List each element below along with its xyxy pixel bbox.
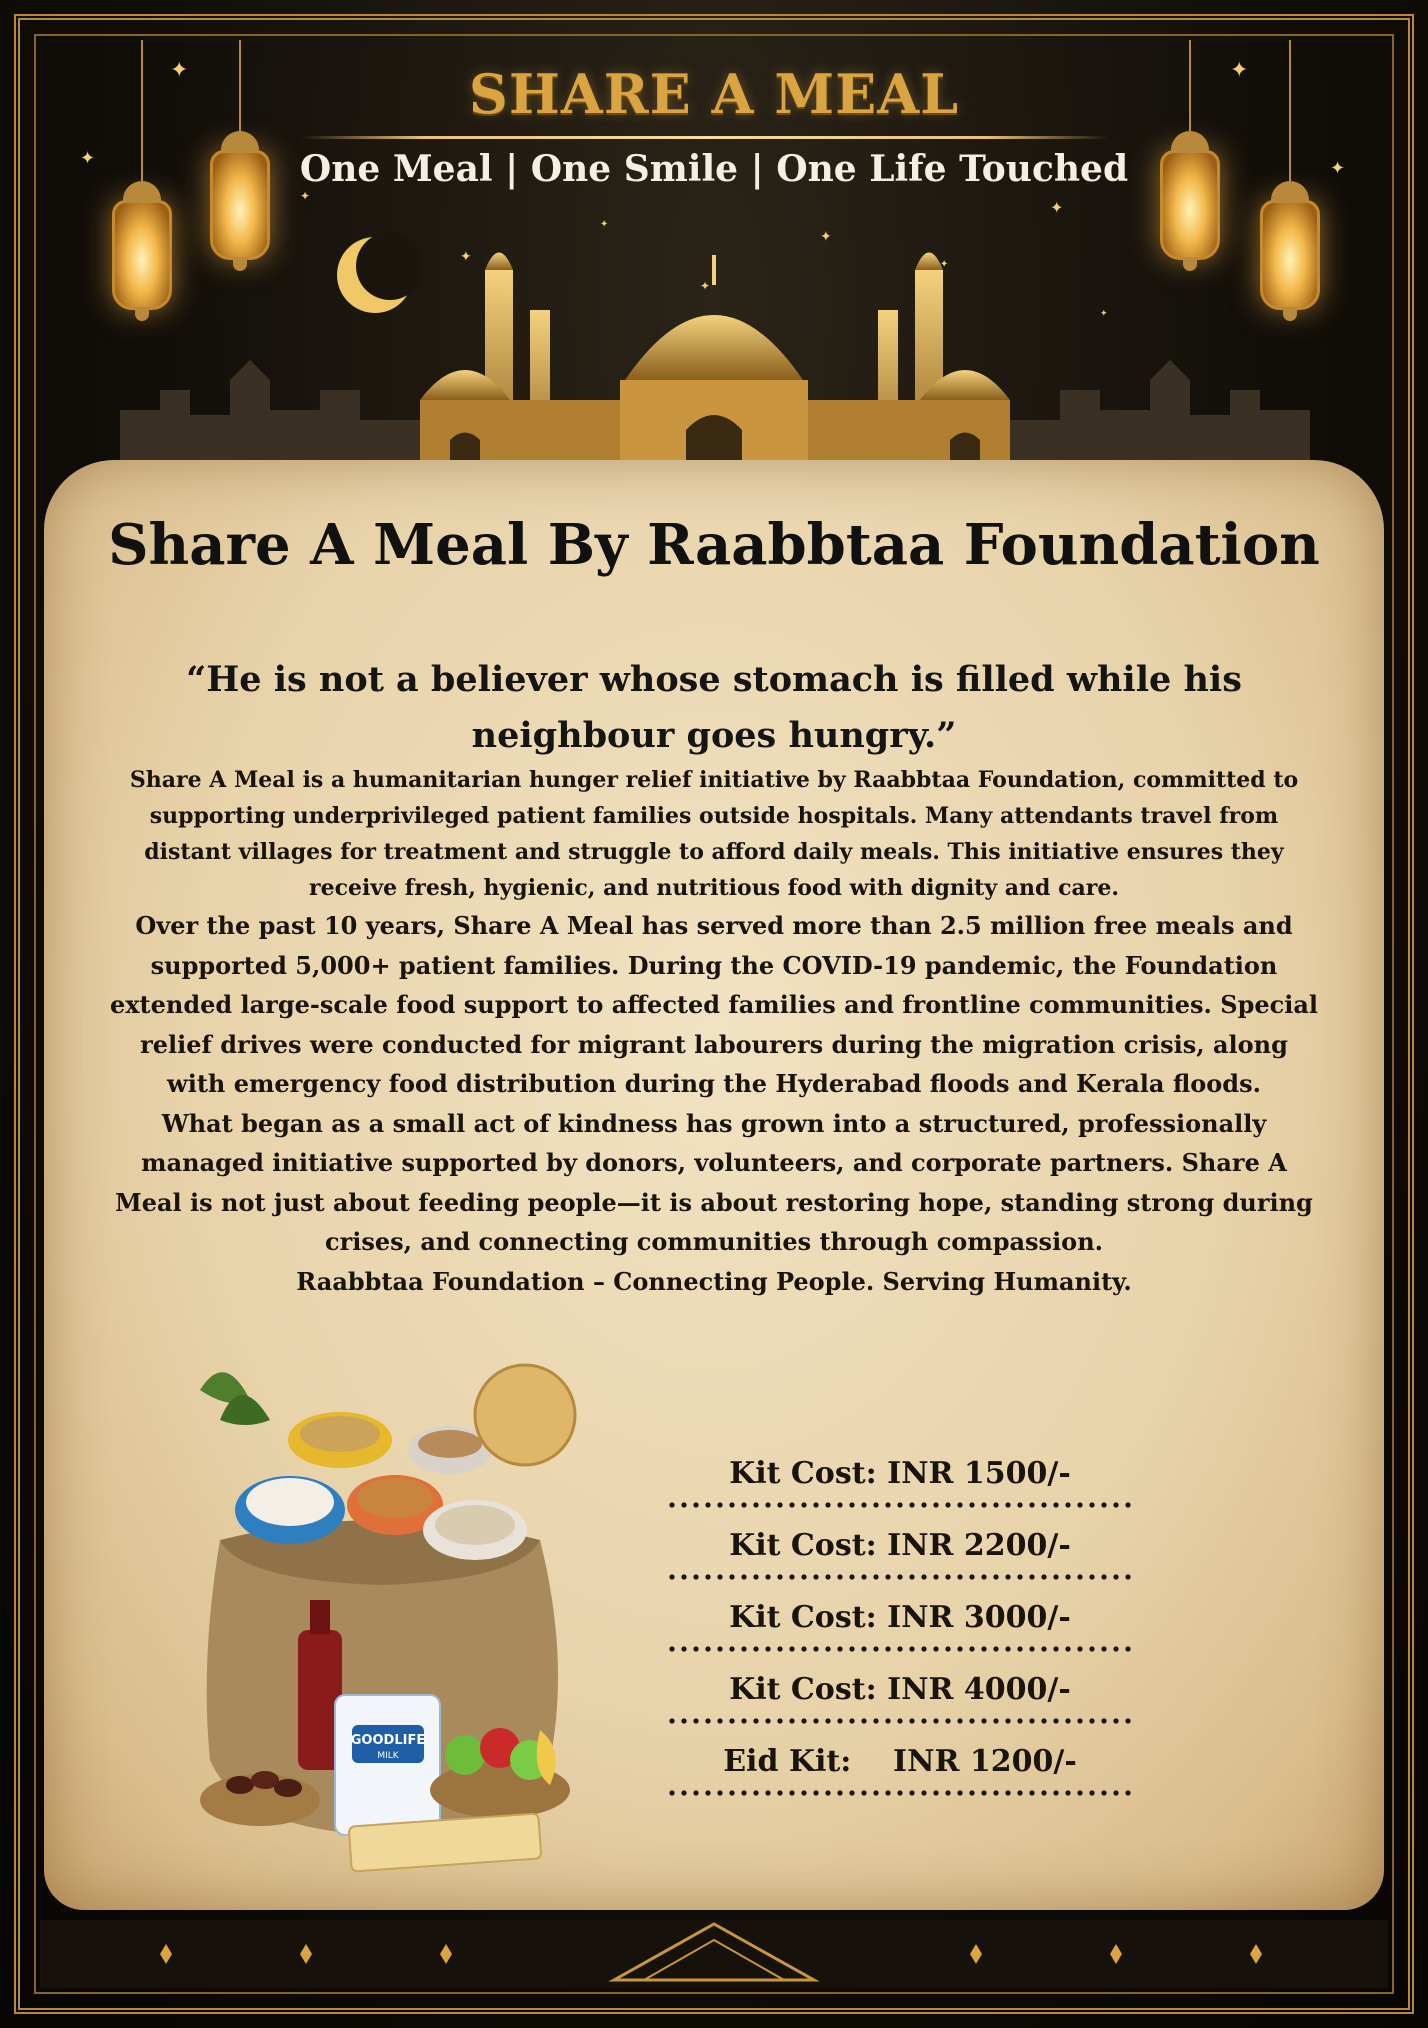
star-icon: ✦ bbox=[460, 249, 472, 265]
bottom-ornament bbox=[40, 1920, 1388, 1988]
kit-label: Kit Cost: INR 1500/- bbox=[729, 1456, 1071, 1491]
mosque-icon bbox=[120, 240, 1310, 470]
kit-item bbox=[660, 1736, 1140, 1808]
foundation-slogan: Raabbtaa Foundation – Connecting People. Serving Humanity. bbox=[296, 1266, 1132, 1296]
paragraph-growth: What began as a small act of kindness has grown into a structured, professionally managed initiative supported by donors, volunteers, and corporate partners. Share A Meal is not just about feeding people—it is about restoring hope, standing strong during crises, and connecting communities through compassion. bbox=[115, 1108, 1313, 1256]
star-icon: ✦ bbox=[170, 58, 189, 83]
milk-sub-label: MILK bbox=[377, 1751, 399, 1761]
title-divider bbox=[302, 136, 1108, 139]
lantern-icon bbox=[1260, 200, 1320, 310]
star-icon: ✦ bbox=[80, 148, 96, 169]
kit-label: Kit Cost: INR 3000/- bbox=[729, 1600, 1071, 1635]
kit-label: Kit Cost: INR 2200/- bbox=[729, 1528, 1071, 1563]
kit-item bbox=[660, 1664, 1140, 1736]
kit-price-list bbox=[660, 1448, 1140, 1808]
star-icon: ✦ bbox=[940, 259, 949, 270]
star-icon: ✦ bbox=[300, 189, 311, 203]
star-icon: ✦ bbox=[1050, 198, 1064, 217]
hadith-quote: “He is not a believer whose stomach is filled while his neighbour goes hungry.” bbox=[186, 659, 1242, 756]
star-icon: ✦ bbox=[700, 279, 711, 293]
star-icon: ✦ bbox=[600, 219, 609, 230]
description-block bbox=[108, 762, 1320, 1301]
dotted-divider bbox=[666, 1790, 1134, 1796]
star-icon: ✦ bbox=[820, 229, 832, 245]
tagline: One Meal | One Smile | One Life Touched bbox=[299, 148, 1129, 190]
kit-item bbox=[660, 1448, 1140, 1520]
dotted-divider bbox=[666, 1502, 1134, 1508]
kit-label: Eid Kit: INR 1200/- bbox=[723, 1744, 1077, 1779]
milk-brand-label: GOODLIFE bbox=[350, 1733, 426, 1748]
paragraph-impact: Over the past 10 years, Share A Meal has served more than 2.5 million free meals and supported 5,000+ patient families. During the COVID-19 pandemic, the Foundation extended large-scale food support to affected families and frontline communities. Special relief drives were conducted for migrant labourers during the migration crisis, along with emergency food distribution during the Hyderabad floods and Kerala floods. bbox=[109, 911, 1319, 1098]
kit-item bbox=[660, 1592, 1140, 1664]
star-icon: ✦ bbox=[1100, 309, 1108, 319]
dotted-divider bbox=[666, 1574, 1134, 1580]
dotted-divider bbox=[666, 1718, 1134, 1724]
kit-label: Kit Cost: INR 4000/- bbox=[729, 1672, 1071, 1707]
paragraph-intro: Share A Meal is a humanitarian hunger relief initiative by Raabbtaa Foundation, committed to supporting underprivileged patient families outside hospitals. Many attendants travel from distant villages for treatment and struggle to afford daily meals. This initiative ensures they receive fresh, hygienic, and nutritious food with dignity and care. bbox=[129, 767, 1299, 901]
poster-title: SHARE A MEAL bbox=[468, 62, 960, 126]
star-icon: ✦ bbox=[1330, 158, 1346, 179]
lantern-icon bbox=[112, 200, 172, 310]
dotted-divider bbox=[666, 1646, 1134, 1652]
food-basket-icon bbox=[180, 1330, 600, 1890]
kit-item bbox=[660, 1520, 1140, 1592]
page-title: Share A Meal By Raabbtaa Foundation bbox=[108, 512, 1320, 578]
star-icon: ✦ bbox=[1230, 58, 1249, 83]
